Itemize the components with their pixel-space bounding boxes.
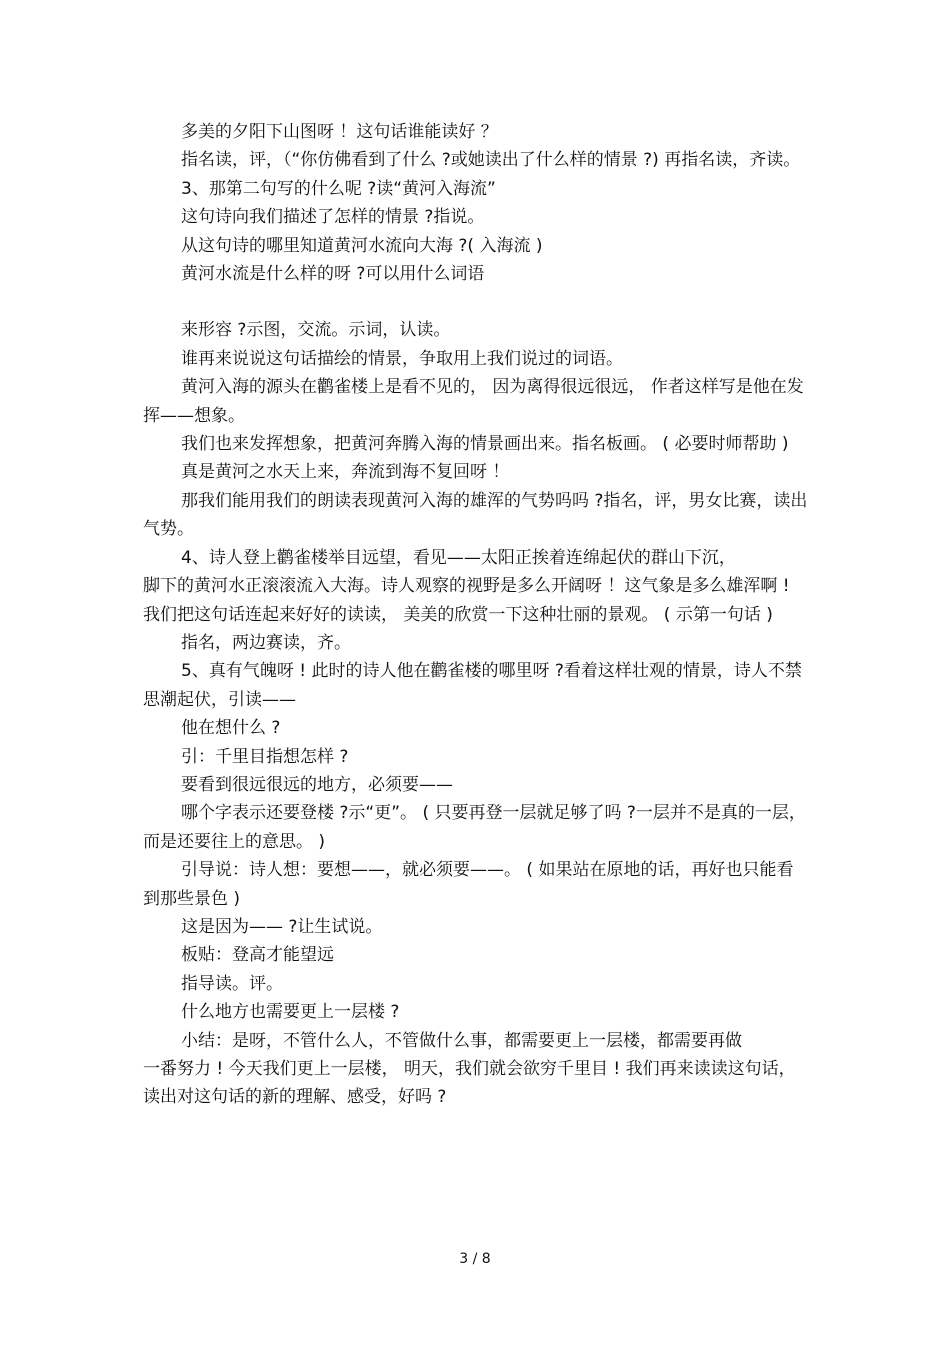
paragraph-7: 来形容 ?示图，交流。示词，认读。 — [181, 320, 451, 341]
page-number: 3 / 8 — [459, 1251, 491, 1267]
paragraph-22: 这是因为—— ?让生试说。 — [181, 916, 383, 937]
paragraph-25: 什么地方也需要更上一层楼 ? — [181, 1002, 400, 1023]
lesson-text — [143, 118, 808, 1112]
paragraph-19: 要看到很远很远的地方，必须要—— — [181, 774, 453, 795]
paragraph-4: 这句诗向我们描述了怎样的情景 ?指说。 — [181, 207, 485, 228]
paragraph-2: 指名读，评，（“你仿佛看到了什么 ?或她读出了什么样的情景 ?) 再指名读，齐读。 — [181, 150, 801, 171]
paragraph-17: 他在想什么 ? — [181, 718, 281, 739]
paragraph-23: 板贴：登高才能望远 — [181, 945, 334, 966]
paragraph-27: 一番努力 ! 今天我们更上一层楼， 明天，我们就会欲穷千里目 ! 我们再来读读这句话，读出对这句话的新的理解、感受，好吗 ? — [143, 1059, 796, 1108]
paragraph-5: 从这句诗的哪里知道黄河水流向大海 ?( 入海流 ) — [181, 235, 543, 256]
paragraph-16: 5、真有气魄呀 ! 此时的诗人他在鹳雀楼的哪里呀 ?看着这样壮观的情景，诗人不禁思潮起伏，引读—— — [143, 661, 802, 710]
paragraph-3: 3、那第二句写的什么呢 ?读“黄河入海流” — [181, 178, 496, 199]
paragraph-15: 指名，两边赛读，齐。 — [181, 632, 351, 653]
paragraph-12: 那我们能用我们的朗读表现黄河入海的雄浑的气势吗吗 ?指名，评，男女比赛，读出气势。 — [143, 490, 808, 540]
paragraph-21: 引导说：诗人想：要想——，就必须要——。 ( 如果站在原地的话，再好也只能看到那些景色 ) — [143, 860, 794, 909]
paragraph-18: 引：千里目指想怎样 ? — [181, 746, 349, 767]
blank-line — [143, 288, 808, 316]
paragraph-11: 真是黄河之水天上来，奔流到海不复回呀 ！ — [181, 462, 510, 483]
paragraph-9: 黄河入海的源头在鹳雀楼上是看不见的， 因为离得很远很远， 作者这样写是他在发挥——想象。 — [143, 377, 804, 426]
paragraph-14: 脚下的黄河水正滚滚流入大海。诗人观察的视野是多么开阔呀 ！这气象是多么雄浑啊 ! 我们把这句话连起来好好的读读， 美美的欣赏一下这种壮丽的景观。 ( 示第一句话 ) — [143, 576, 790, 625]
paragraph-10: 我们也来发挥想象，把黄河奔腾入海的情景画出来。指名板画。 ( 必要时师帮助 ) — [181, 434, 789, 455]
paragraph-26: 小结：是呀，不管什么人，不管做什么事，都需要更上一层楼，都需要再做 — [181, 1030, 742, 1051]
paragraph-24: 指导读。评。 — [181, 973, 283, 994]
paragraph-6: 黄河水流是什么样的呀 ?可以用什么词语 — [181, 264, 485, 285]
paragraph-1: 多美的夕阳下山图呀 ！这句话谁能读好 ？ — [181, 122, 498, 142]
paragraph-13: 4、诗人登上鹳雀楼举目远望，看见——太阳正挨着连绵起伏的群山下沉， — [181, 547, 736, 568]
paragraph-8: 谁再来说说这句话描绘的情景，争取用上我们说过的词语。 — [181, 348, 623, 369]
paragraph-20: 哪个字表示还要登楼 ?示“更”。 ( 只要再登一层就足够了吗 ?一层并不是真的一层，而是还要往上的意思。 ) — [143, 803, 806, 852]
